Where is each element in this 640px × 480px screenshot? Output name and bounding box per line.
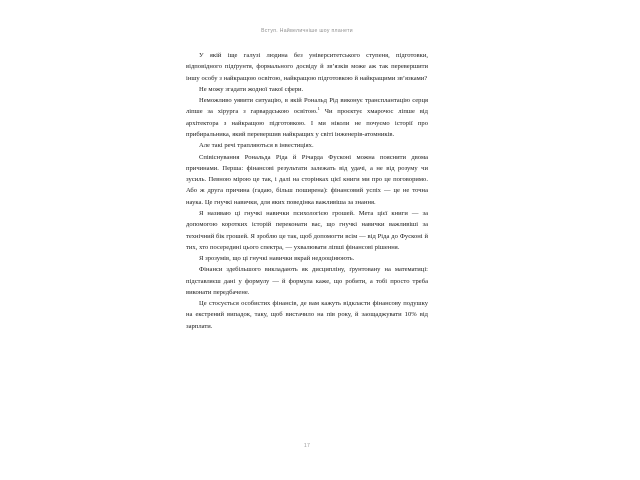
paragraph: Але такі речі трапляються в інвестиціях. bbox=[199, 142, 314, 150]
page-number: 17 bbox=[303, 443, 311, 449]
paragraph-text-before-footnote: Неможливо уявити ситуацію, в якій Рональд Рід виконує трансплантацію серця ліпше за хірурга з гарвардською освітою. bbox=[186, 97, 428, 116]
footnote-marker[interactable]: 1 bbox=[317, 106, 320, 112]
paragraph: Не можу згадати жодної такої сфери. bbox=[199, 85, 304, 93]
running-head: Вступ. Найвеличніше шоу планети bbox=[261, 28, 353, 34]
paragraph: Я називаю ці гнучкі навички психологією грошей. Мета цієї книги — за допомогою коротких історій переконати вас, що гнучкі навички важливіші за технічний бік грошей. Я зроблю це так, щоб допомогти всім — від Ріда до Фусконі й тих, хто посередині цього спектра, — ухвалювати ліпші фінансові рішення. bbox=[186, 209, 428, 251]
paragraph-text-after-footnote: Чи проєктує хмарочос ліпше від архітектора з найкращою підготовкою. І ми ніколи не почуємо історії про прибиральника, який перевершив найкращих у світі інженерів-атомників. bbox=[186, 108, 428, 138]
paragraph: Я зрозумів, що ці гнучкі навички вкрай недооцінюють. bbox=[199, 255, 355, 263]
body-text-column bbox=[186, 50, 428, 332]
paragraph-with-footnote bbox=[186, 95, 428, 140]
paragraph: Фінанси здебільшого викладають як дисципліну, ґрунтовану на математиці: підставляєш дані у формулу — й формула каже, що робити, а тобі просто треба виконати передбачене. bbox=[186, 266, 428, 296]
paragraph: У якій іще галузі людина без університетського ступеня, підготовки, відповідного підґрунтя, формального досвіду й зв’язків може аж так перевершити іншу особу з найкращою освітою, найкращою підготовкою й найкращими зв’язками? bbox=[186, 52, 428, 82]
paragraph: Співіснування Рональда Ріда й Річарда Фусконі можна пояснити двома причинами. Перша: фінансові результати залежать від удачі, а не від розуму чи зусиль. Певною мірою це так, і далі на сторінках цієї книги ми про це поговоримо. Або ж друга причина (гадаю, більш поширена): фінансовий успіх — це не точна наука. Це гнучкі навички, для яких поведінка важливіша за знання. bbox=[186, 153, 428, 206]
paragraph: Це стосується особистих фінансів, де вам кажуть відкласти фінансову подушку на екстрений випадок, таку, щоб вистачило на пів року, й заощаджувати 10% від зарплати. bbox=[186, 300, 428, 330]
